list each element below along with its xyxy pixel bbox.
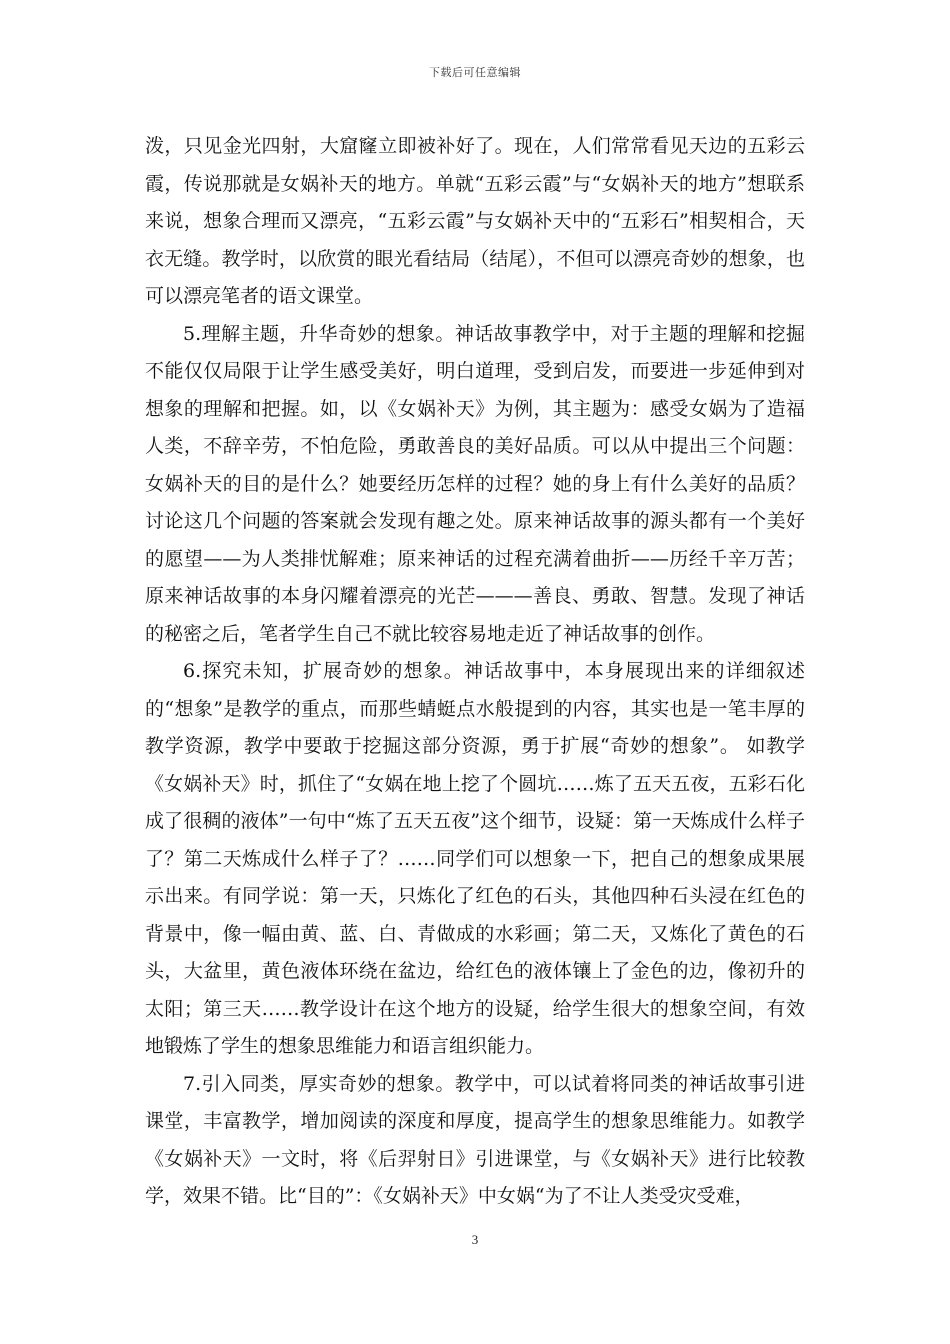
paragraph-6: 6.探究未知，扩展奇妙的想象。神话故事中，本身展现出来的详细叙述的“想象”是教学的重点，而那些蜻蜓点水般提到的内容，其实也是一笔丰厚的教学资源，教学中要敢于挖掘这部分资源，勇于扩展“奇妙的想象”。 如教学《女娲补天》时，抓住了“女娲在地上挖了个圆坑……炼了五天五夜，五彩石化成了很稠的液体”一句中“炼了五天五夜”这个细节，设疑：第一天炼成什么样子了？第二天炼成什么样子了？……同学们可以想象一下，把自己的想象成果展示出来。有同学说：第一天，只炼化了红色的石头，其他四种石头浸在红色的背景中，像一幅由黄、蓝、白、青做成的水彩画；第二天，又炼化了黄色的石头，大盆里，黄色液体环绕在盆边，给红色的液体镶上了金色的边，像初升的太阳；第三天……教学设计在这个地方的设疑，给学生很大的想象空间，有效地锻炼了学生的想象思维能力和语言组织能力。 [145, 660, 805, 1057]
page-header: 下载后可任意编辑 [429, 66, 521, 79]
paragraph-7: 7.引入同类，厚实奇妙的想象。教学中，可以试着将同类的神话故事引进课堂，丰富教学，增加阅读的深度和厚度，提高学生的想象思维能力。如教学《女娲补天》一文时，将《后羿射日》引进课堂，与《女娲补天》进行比较教学，效果不错。比“目的”：《女娲补天》中女娲“为了不让人类受灾受难， [145, 1072, 805, 1207]
paragraph-5: 5.理解主题，升华奇妙的想象。神话故事教学中，对于主题的理解和挖掘不能仅仅局限于让学生感受美好，明白道理，受到启发，而要进一步延伸到对想象的理解和把握。如，以《女娲补天》为例，其主题为：感受女娲为了造福人类，不辞辛劳，不怕危险，勇敢善良的美好品质。可以从中提出三个问题：女娲补天的目的是什么？她要经历怎样的过程？她的身上有什么美好的品质？讨论这几个问题的答案就会发现有趣之处。原来神话故事的源头都有一个美好的愿望——为人类排忧解难；原来神话的过程充满着曲折——历经千辛万苦；原来神话故事的本身闪耀着漂亮的光芒———善良、勇敢、智慧。发现了神话的秘密之后，笔者学生自己不就比较容易地走近了神话故事的创作。 [145, 322, 805, 645]
paragraph-continuation: 泼，只见金光四射，大窟窿立即被补好了。现在，人们常常看见天边的五彩云霞，传说那就是女娲补天的地方。单就“五彩云霞”与“女娲补天的地方”想联系来说，想象合理而又漂亮，“五彩云霞”与女娲补天中的“五彩石”相契相合，天衣无缝。教学时，以欣赏的眼光看结局（结尾），不但可以漂亮奇妙的想象，也可以漂亮笔者的语文课堂。 [145, 135, 805, 307]
body-text [145, 128, 805, 1216]
page-number: 3 [471, 1232, 479, 1247]
